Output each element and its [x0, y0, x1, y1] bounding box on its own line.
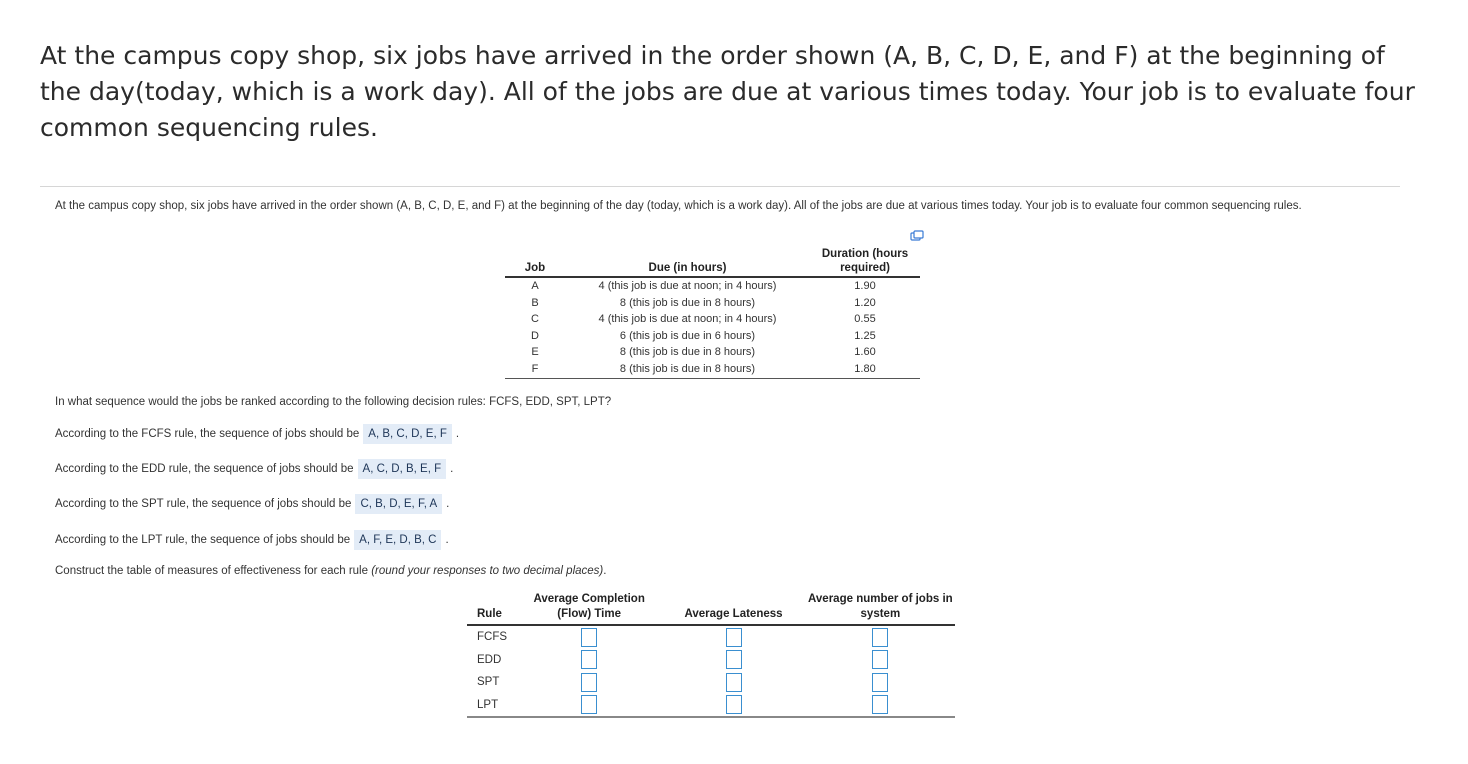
intro-text: At the campus copy shop, six jobs have arrived in the order shown (A, B, C, D, E, and F) at the beginning of the day(today, which is a work day). All of the jobs are due at various times today. Your job is to evaluate four common sequencing rules.: [40, 41, 1415, 142]
jobs-in-system-input[interactable]: [872, 695, 888, 714]
fcfs-suffix: .: [455, 428, 460, 440]
completion-input[interactable]: [581, 673, 597, 692]
table-row: [467, 649, 955, 672]
table-row: [467, 671, 955, 694]
divider: [40, 186, 1400, 187]
due-cell: 4 (this job is due at noon; in 4 hours): [598, 313, 777, 326]
lpt-suffix: .: [445, 534, 449, 546]
lpt-answer[interactable]: A, F, E, D, B, C: [354, 530, 441, 550]
due-cell: 8 (this job is due in 8 hours): [619, 296, 756, 309]
edd-rule-line: [55, 458, 453, 480]
spt-rule-line: [55, 493, 449, 515]
table-row: [505, 361, 920, 378]
job-cell: C: [531, 313, 539, 326]
construct-note: (round your responses to two decimal places): [371, 565, 604, 577]
construct-text: Construct the table of measures of effectiveness for each rule: [55, 565, 369, 577]
measures-table: [467, 592, 955, 718]
spt-prefix: According to the SPT rule, the sequence of jobs should be: [55, 498, 352, 510]
fcfs-rule-line: [55, 423, 459, 445]
duration-cell: 1.80: [810, 361, 920, 378]
edd-prefix: According to the EDD rule, the sequence of jobs should be: [55, 463, 354, 475]
job-cell: E: [531, 346, 539, 359]
header-duration: Duration (hours required): [810, 247, 920, 277]
duration-cell: 1.90: [854, 280, 876, 292]
jobs-in-system-input[interactable]: [872, 673, 888, 692]
edd-suffix: .: [450, 463, 454, 475]
rule-cell: FCFS: [477, 631, 508, 644]
jobs-in-system-input[interactable]: [872, 628, 888, 647]
table-row: [505, 311, 920, 328]
header-completion: Average Completion (Flow) Time: [517, 592, 661, 625]
duration-cell: 1.60: [854, 346, 876, 359]
fcfs-answer[interactable]: A, B, C, D, E, F: [363, 424, 452, 444]
construct-end: .: [603, 565, 607, 577]
job-cell: F: [505, 361, 565, 378]
jobs-table: [505, 247, 920, 379]
header-job: Job: [505, 247, 565, 277]
rule-cell: LPT: [467, 694, 517, 718]
spt-suffix: .: [446, 498, 450, 510]
due-cell: 6 (this job is due in 6 hours): [619, 329, 756, 342]
header-due: Due (in hours): [565, 247, 810, 277]
job-cell: B: [531, 296, 539, 309]
construct-instruction: [55, 565, 606, 577]
rule-cell: EDD: [477, 653, 502, 666]
lateness-input[interactable]: [726, 673, 742, 692]
lateness-input[interactable]: [726, 695, 742, 714]
lpt-prefix: According to the LPT rule, the sequence of jobs should be: [55, 534, 351, 546]
header-rule: Rule: [467, 592, 517, 625]
job-cell: A: [531, 280, 539, 292]
table-row: [467, 625, 955, 649]
table-row: [505, 344, 920, 361]
duration-cell: 1.20: [854, 296, 876, 309]
copy-icon[interactable]: [910, 230, 924, 242]
header-jobs-in-system: Average number of jobs in system: [806, 592, 955, 625]
duration-cell: 0.55: [854, 313, 876, 326]
rule-cell: SPT: [477, 676, 500, 689]
lateness-input[interactable]: [726, 650, 742, 669]
spt-answer[interactable]: C, B, D, E, F, A: [355, 494, 442, 514]
due-cell: 8 (this job is due in 8 hours): [565, 361, 810, 378]
due-cell: 8 (this job is due in 8 hours): [619, 346, 756, 359]
duration-cell: 1.25: [854, 329, 876, 342]
question-text: In what sequence would the jobs be ranked according to the following decision rules: FCFS, EDD, SPT, LPT?: [55, 396, 612, 408]
fcfs-prefix: According to the FCFS rule, the sequence of jobs should be: [55, 428, 360, 440]
completion-input[interactable]: [581, 628, 597, 647]
header-lateness: Average Lateness: [661, 592, 805, 625]
job-cell: D: [531, 329, 539, 342]
completion-input[interactable]: [581, 695, 597, 714]
table-row: [505, 328, 920, 345]
table-row: [505, 295, 920, 312]
lateness-input[interactable]: [726, 628, 742, 647]
jobs-in-system-input[interactable]: [872, 650, 888, 669]
completion-input[interactable]: [581, 650, 597, 669]
table-row: [467, 694, 955, 718]
due-cell: 4 (this job is due at noon; in 4 hours): [598, 280, 777, 292]
edd-answer[interactable]: A, C, D, B, E, F: [358, 459, 447, 479]
lpt-rule-line: [55, 529, 449, 551]
table-row: [505, 277, 920, 295]
problem-statement: At the campus copy shop, six jobs have arrived in the order shown (A, B, C, D, E, and F) at the beginning of the day (today, which is a work day). All of the jobs are due at various times today. Your job is to evaluate four common sequencing rules.: [55, 200, 1302, 212]
